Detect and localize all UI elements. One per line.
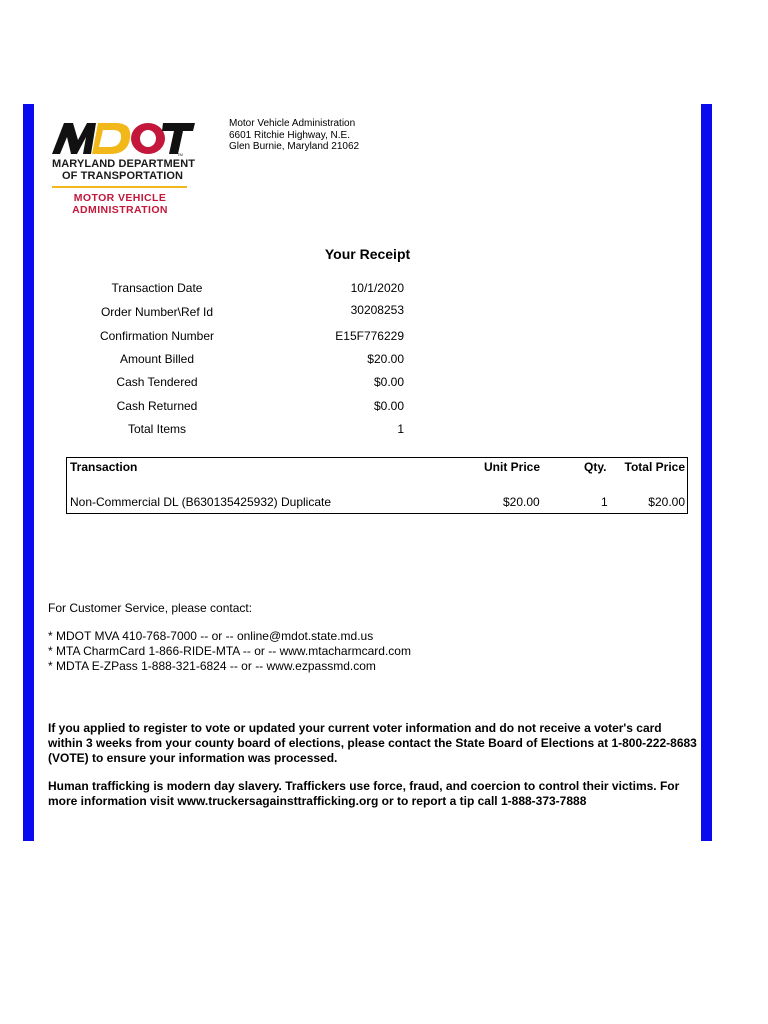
amount-billed-value: $20.00 — [367, 352, 404, 366]
confirmation-number-label: Confirmation Number — [99, 329, 215, 343]
contact-intro: For Customer Service, please contact: — [48, 601, 253, 615]
order-number-value: 30208253 — [350, 303, 404, 317]
cash-tendered-value: $0.00 — [373, 375, 404, 389]
header-total-price: Total Price — [624, 460, 685, 474]
mdot-logo — [50, 120, 200, 216]
cash-returned-value: $0.00 — [373, 399, 404, 413]
logo-line-2: OF TRANSPORTATION — [62, 170, 184, 182]
header-qty: Qty. — [584, 460, 607, 474]
logo-divider — [52, 186, 187, 188]
logo-mva-line-2: ADMINISTRATION — [72, 204, 168, 216]
confirmation-number-value: E15F776229 — [335, 329, 404, 343]
cash-tendered-label: Cash Tendered — [116, 375, 198, 389]
header-unit-price: Unit Price — [484, 460, 541, 474]
mdot-wordmark-icon — [50, 120, 195, 156]
row-unit-price: $20.00 — [503, 495, 540, 509]
trafficking-notice: Human trafficking is modern day slavery. Traffickers use force, fraud, and coercion to control their victims. For more information visit www.truckersagainsttrafficking.org or to report a tip call 1-888-373-7888 — [48, 779, 680, 808]
cash-returned-label: Cash Returned — [116, 399, 198, 413]
svg-text:TM: TM — [177, 152, 183, 156]
agency-address — [229, 118, 359, 153]
order-number-label: Order Number\Ref Id — [100, 305, 214, 319]
contact-line-mva: * MDOT MVA 410-768-7000 -- or -- online@mdot.state.md.us — [48, 629, 374, 643]
transaction-table — [66, 457, 688, 514]
row-transaction: Non-Commercial DL (B630135425932) Duplicate — [70, 495, 332, 509]
total-items-label: Total Items — [127, 422, 187, 436]
total-items-value: 1 — [397, 422, 404, 436]
right-border-bar — [701, 104, 712, 841]
row-total-price: $20.00 — [648, 495, 685, 509]
header-transaction: Transaction — [70, 460, 138, 474]
contact-line-mdta: * MDTA E-ZPass 1-888-321-6824 -- or -- www.ezpassmd.com — [48, 659, 376, 673]
address-line-2: 6601 Ritchie Highway, N.E. — [229, 129, 350, 141]
address-line-1: Motor Vehicle Administration — [229, 118, 356, 129]
row-qty: 1 — [601, 495, 608, 509]
receipt-title: Your Receipt — [324, 246, 411, 262]
transaction-date-label: Transaction Date — [111, 281, 203, 295]
logo-mva-line-1: MOTOR VEHICLE — [73, 192, 167, 204]
left-border-bar — [23, 104, 34, 841]
transaction-date-value: 10/1/2020 — [350, 281, 404, 295]
address-line-3: Glen Burnie, Maryland 21062 — [229, 141, 360, 152]
voter-notice: If you applied to register to vote or updated your current voter information and do not receive a voter's card within 3 weeks from your county board of elections, please contact the State Board of Elections at 1-800-222-8683 (VOTE) to ensure your information was processed. — [48, 721, 697, 765]
logo-line-1: MARYLAND DEPARTMENT — [52, 158, 196, 170]
contact-line-mta: * MTA CharmCard 1-866-RIDE-MTA -- or -- www.mtacharmcard.com — [48, 644, 411, 658]
amount-billed-label: Amount Billed — [119, 352, 195, 366]
